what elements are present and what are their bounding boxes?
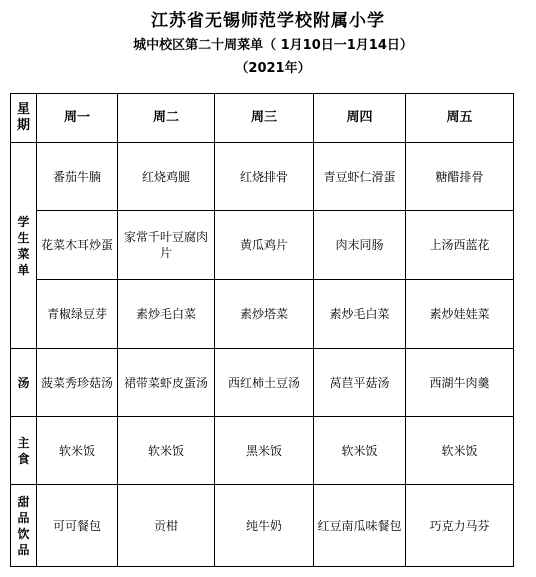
day-header: 周二 — [118, 94, 215, 143]
section-label: 主食 — [17, 435, 30, 466]
dish-cell: 黄瓜鸡片 — [215, 211, 314, 280]
dish-cell: 糖醋排骨 — [406, 143, 514, 211]
dish-cell: 家常千叶豆腐肉片 — [118, 211, 215, 280]
soup-cell: 菠菜秀珍菇汤 — [37, 349, 118, 417]
menu-year: （2021年） — [235, 61, 311, 76]
section-label-staple — [11, 417, 37, 485]
table-row-soup — [11, 349, 514, 417]
table-row — [11, 143, 514, 211]
school-title: 江苏省无锡师范学校附属小学 — [151, 11, 385, 31]
dessert-cell: 巧克力马芬 — [406, 485, 514, 567]
dessert-cell: 红豆南瓜味餐包 — [314, 485, 406, 567]
weekly-menu-table — [10, 93, 514, 567]
soup-cell: 莴苣平菇汤 — [314, 349, 406, 417]
section-label-soup — [11, 349, 37, 417]
dish-cell: 素炒毛白菜 — [118, 280, 215, 349]
staple-cell: 软米饭 — [118, 417, 215, 485]
dish-cell: 素炒毛白菜 — [314, 280, 406, 349]
dessert-cell: 纯牛奶 — [215, 485, 314, 567]
dish-cell: 番茄牛腩 — [37, 143, 118, 211]
section-label: 甜品饮品 — [17, 494, 30, 557]
dish-cell: 红烧鸡腿 — [118, 143, 215, 211]
table-row-dessert — [11, 485, 514, 567]
dish-cell: 素炒塔菜 — [215, 280, 314, 349]
header-row — [11, 94, 514, 143]
day-header: 周五 — [406, 94, 514, 143]
staple-cell: 软米饭 — [37, 417, 118, 485]
dish-cell: 青椒绿豆芽 — [37, 280, 118, 349]
dish-cell: 肉末同肠 — [314, 211, 406, 280]
staple-cell: 黑米饭 — [215, 417, 314, 485]
table-row-staple — [11, 417, 514, 485]
section-label-dessert — [11, 485, 37, 567]
soup-cell: 西红柿土豆汤 — [215, 349, 314, 417]
table-row — [11, 211, 514, 280]
dish-cell: 上汤西蓝花 — [406, 211, 514, 280]
soup-cell: 裙带菜虾皮蛋汤 — [118, 349, 215, 417]
menu-subtitle: 城中校区第二十周菜单（ 1月10日一1月14日） — [133, 38, 413, 53]
day-header: 周四 — [314, 94, 406, 143]
dish-cell: 红烧排骨 — [215, 143, 314, 211]
dish-cell: 花菜木耳炒蛋 — [37, 211, 118, 280]
dessert-cell: 贡柑 — [118, 485, 215, 567]
section-label: 汤 — [17, 375, 30, 390]
day-header: 周一 — [37, 94, 118, 143]
staple-cell: 软米饭 — [406, 417, 514, 485]
day-header: 周三 — [215, 94, 314, 143]
staple-cell: 软米饭 — [314, 417, 406, 485]
table-row — [11, 280, 514, 349]
section-label-student-menu — [11, 143, 37, 349]
soup-cell: 西湖牛肉羹 — [406, 349, 514, 417]
corner-label: 星期 — [16, 102, 30, 133]
section-label: 学生菜单 — [17, 214, 30, 277]
dish-cell: 素炒娃娃菜 — [406, 280, 514, 349]
dish-cell: 青豆虾仁滑蛋 — [314, 143, 406, 211]
corner-label-cell — [11, 94, 37, 143]
dessert-cell: 可可餐包 — [37, 485, 118, 567]
